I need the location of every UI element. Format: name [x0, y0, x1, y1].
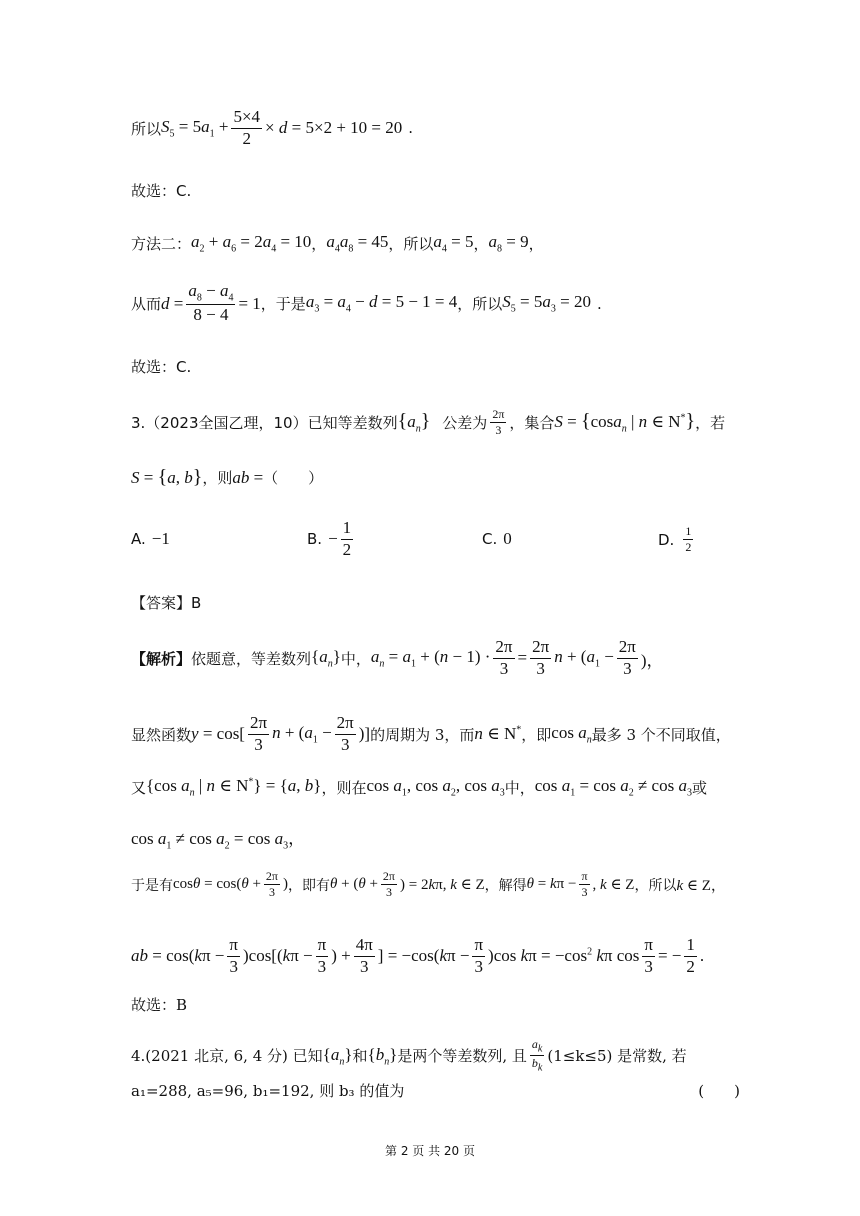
text-line-compute-d: 从而 d = $\frac{a_8 - a_4}{8 - 4}$ = 1 ，于是 $a_3 = a_4 - d = 5 - 1 = 4$ ，所以 $S_5 = 5a_3 = 20$ . — [131, 281, 602, 325]
option-c: C. 0 — [482, 529, 512, 548]
answer-options — [131, 518, 751, 559]
fraction: $\frac{a_8 - a_4}{8 - 4}$ — [188, 281, 234, 325]
question-4-line-2: a₁=288, a₅=96, b₁=192, 则 b₃ 的值为 ( ) — [131, 1082, 740, 1100]
answer-label: 【答案】B — [131, 594, 202, 612]
analysis-line-1: 【解析】 依题意，等差数列 $\{a_n\}$ 中， $a_n = a_1 + (n - 1)$ · $\frac{2\pi}{3}$ = $\frac{2\pi}{3}$ $n + (a_1$ − $\frac{2\pi}{3}$ )， — [131, 637, 664, 678]
text-line-method-two: 方法二： $a_2 + a_6 = 2a_4 = 10$ ， $a_4a_8 = 45$ ，所以 $a_4 = 5$ ， $a_8 = 9$ ， — [131, 232, 544, 255]
text-line-s5-formula: 所以 $S_5 = 5a_1$ + $\frac{5\times 4}{2}$ × d = 5×2 + 10 = 20 . — [131, 107, 414, 148]
text-line-choice: 故选：C. — [131, 182, 192, 200]
analysis-line-3: 又 {cos $a_n$ | n ∈ N*} = {a, b} ，则在 $\cos a_1$, $\cos a_2$, $\cos a_3$ 中， $\cos a_1 = \cos a_2 \ne \cos a_3$ 或 — [131, 776, 707, 799]
option-a: A. −1 — [131, 529, 170, 548]
analysis-line-4: $\cos a_1 \ne \cos a_2 = \cos a_3$， — [131, 829, 306, 852]
question-3-line-2: S = {a, b} ，则 ab = （ ） — [131, 466, 324, 488]
text-line-choice: 故选：C. — [131, 358, 192, 376]
question-4-line-1: 4.(2021 北京, 6, 4 分) 已知 $\{a_n\}$ 和 $\{b_n\}$ 是两个等差数列, 且 $\frac{a_k}{b_k}$ (1≤k≤5) 是常数, 若 — [131, 1037, 687, 1074]
fraction: $\frac{2\pi}{3}$ — [492, 407, 505, 438]
option-b: B. − $\frac{1}{2}$ — [307, 518, 352, 559]
option-d: D. $\frac{1}{2}$ — [658, 524, 692, 555]
page-footer: 第 2 页 共 20 页 — [385, 1144, 475, 1158]
question-3-line-1: 3.（2023全国乙理，10）已知等差数列 $\{a_n\}$ 公差为 $\frac{2\pi}{3}$ ，集合 S = {cosa$_n$ | n ∈ N*} ，若 — [131, 407, 726, 438]
analysis-line-5: 于是有 cosθ = cos(θ + $\frac{2\pi}{3}$ ) ，即有 θ + (θ + $\frac{2\pi}{3}$ ) = 2kπ, k ∈ Z ，解得 θ = kπ − $\frac{\pi}{3}$ , k ∈ Z ，所以 k ∈ Z， — [131, 869, 726, 900]
analysis-line-6: ab = cos(kπ − $\frac{\pi}{3}$ )cos[(kπ − $\frac{\pi}{3}$ ) + $\frac{4\pi}{3}$ ] = −cos(kπ − $\frac{\pi}{3}$ )cos $k\pi = -\cos^2$ kπ cos $\frac{\pi}{3}$ = − $\frac{1}{2}$ . — [131, 935, 705, 976]
analysis-final-choice: 故选：B — [131, 996, 188, 1014]
analysis-line-2: 显然函数 y = cos[ $\frac{2\pi}{3}$ $n + (a_1$ − $\frac{2\pi}{3}$ )] 的周期为 3，而 n ∈ N* ，即 $\cos a_n$ 最多 3 个不同取值， — [131, 713, 731, 754]
fraction: $\frac{5\times 4}{2}$ — [233, 107, 261, 148]
